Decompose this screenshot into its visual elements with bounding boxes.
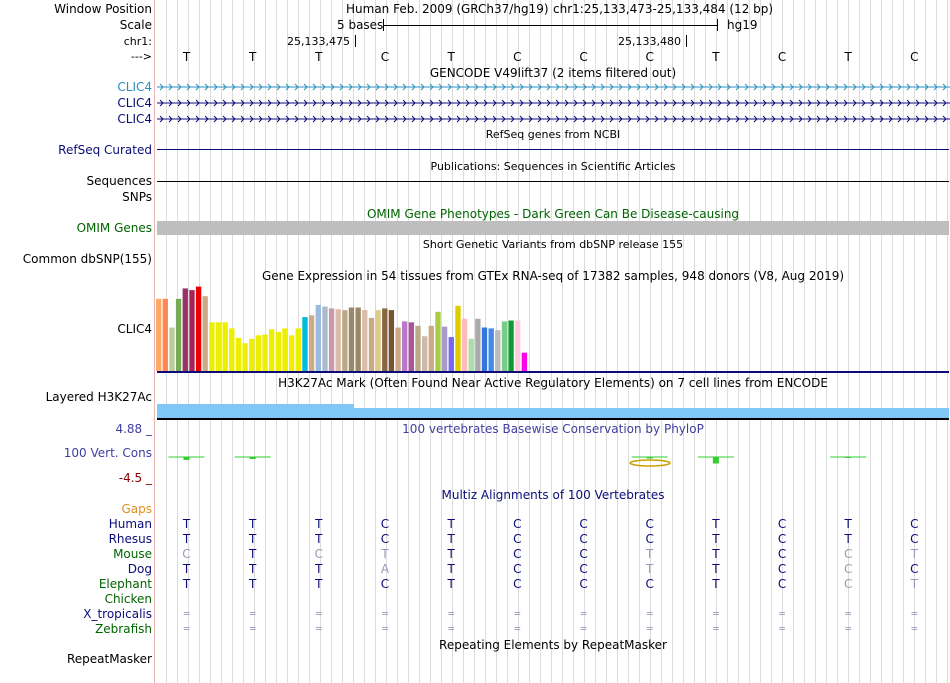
aligned-base: =	[514, 607, 521, 620]
gtex-tissue-bar[interactable]	[455, 306, 460, 371]
gtex-tissue-bar[interactable]	[156, 299, 161, 371]
scale-bar-end-tick	[717, 19, 718, 31]
reference-base: C	[380, 50, 390, 64]
gtex-tissue-bar[interactable]	[329, 308, 334, 371]
aligned-base: T	[182, 532, 191, 546]
omim-track-title: OMIM Gene Phenotypes - Dark Green Can Be Disease-causing	[366, 207, 740, 221]
aligned-base: =	[778, 622, 786, 635]
omim-phenotype-bar[interactable]	[157, 221, 949, 235]
aligned-base: T	[248, 577, 257, 591]
gaps-label[interactable]: Gaps	[121, 502, 152, 516]
gtex-tissue-bar[interactable]	[495, 330, 500, 371]
dbsnp-label[interactable]: Common dbSNP(155)	[22, 252, 152, 266]
reference-base: T	[712, 50, 720, 64]
gtex-tissue-bar[interactable]	[369, 318, 374, 371]
reference-base: T	[447, 50, 455, 64]
h3k27ac-signal-right[interactable]	[354, 408, 949, 418]
aligned-base: C	[513, 562, 522, 576]
gtex-tissue-bar[interactable]	[322, 307, 327, 371]
aligned-base: =	[514, 622, 521, 635]
species-label[interactable]: Rhesus	[108, 532, 152, 546]
aligned-base: T	[315, 517, 323, 531]
species-label[interactable]: Chicken	[104, 592, 152, 606]
aligned-base: C	[645, 577, 654, 591]
aligned-base: C	[645, 532, 654, 546]
refseq-track-title: RefSeq genes from NCBI	[485, 128, 621, 141]
gtex-tissue-bar[interactable]	[309, 315, 314, 371]
coord-left-tick	[355, 35, 356, 47]
gtex-tissue-bar[interactable]	[435, 312, 440, 371]
aligned-base: C	[777, 547, 787, 561]
gtex-track-title: Gene Expression in 54 tissues from GTEx RNA-seq of 17382 samples, 948 donors (V8, Aug 2019)	[261, 269, 845, 283]
gtex-tissue-bar[interactable]	[183, 288, 188, 371]
aligned-base: =	[249, 607, 256, 620]
aligned-base: C	[380, 532, 390, 546]
refseq-gene-line[interactable]	[157, 149, 949, 150]
db-name: hg19	[727, 18, 758, 32]
gtex-tissue-bar[interactable]	[475, 319, 480, 371]
aligned-base: T	[646, 547, 654, 561]
gtex-tissue-bar[interactable]	[163, 299, 168, 371]
coord-left: 25,133,475	[287, 35, 350, 48]
aligned-base: =	[315, 622, 323, 635]
aligned-base: =	[646, 622, 653, 635]
h3k27ac-label[interactable]: Layered H3K27Ac	[45, 390, 152, 404]
gtex-tissue-bar[interactable]	[429, 326, 434, 371]
snps-label[interactable]: SNPs	[122, 190, 152, 204]
aligned-base: C	[579, 547, 588, 561]
aligned-base: T	[447, 577, 455, 591]
publications-track-title: Publications: Sequences in Scientific Articles	[430, 160, 676, 173]
gtex-tissue-bar[interactable]	[302, 317, 307, 371]
chrom-label: chr1:	[123, 35, 152, 48]
reference-base: T	[182, 50, 191, 64]
gtex-tissue-bar[interactable]	[296, 328, 301, 371]
window-position-label: Window Position	[54, 2, 152, 16]
aligned-base: T	[182, 517, 191, 531]
gtex-tissue-bar[interactable]	[422, 336, 427, 371]
gtex-tissue-bar[interactable]	[249, 339, 254, 371]
aligned-base: T	[248, 532, 257, 546]
aligned-base: C	[910, 517, 919, 531]
aligned-base: T	[712, 547, 720, 561]
gtex-tissue-bar[interactable]	[502, 321, 507, 371]
aligned-base: C	[843, 577, 853, 591]
position-readout: chr1:25,133,473-25,133,484 (12 bp)	[553, 2, 774, 16]
aligned-base: T	[712, 577, 720, 591]
gtex-tissue-bar[interactable]	[269, 329, 274, 371]
aligned-base: C	[843, 562, 853, 576]
aligned-base: =	[447, 607, 455, 620]
aligned-base: =	[844, 607, 852, 620]
cons-score-bar[interactable]	[184, 457, 190, 460]
gencode-gene-models[interactable]	[156, 80, 950, 126]
gtex-tissue-bar[interactable]	[316, 305, 321, 371]
omim-label[interactable]: OMIM Genes	[76, 221, 152, 235]
aligned-base: T	[712, 562, 720, 576]
aligned-base: T	[447, 517, 455, 531]
aligned-base: C	[513, 547, 522, 561]
gtex-tissue-bar[interactable]	[442, 327, 447, 371]
h3k27ac-baseline	[157, 418, 949, 420]
gtex-tissue-bar[interactable]	[375, 310, 380, 371]
cons-score-bar[interactable]	[713, 457, 719, 464]
aligned-base: T	[712, 532, 720, 546]
aligned-base: =	[315, 607, 323, 620]
gtex-tissue-bar[interactable]	[196, 287, 201, 371]
aligned-base: C	[645, 517, 654, 531]
gtex-tissue-bar[interactable]	[449, 337, 454, 371]
gtex-gene-label[interactable]: CLIC4	[117, 322, 152, 336]
aligned-base: T	[844, 517, 852, 531]
aligned-base: =	[646, 607, 653, 620]
cons-score-bar[interactable]	[250, 457, 256, 459]
aligned-base: =	[911, 607, 918, 620]
aligned-base: C	[910, 532, 919, 546]
species-label[interactable]: X_tropicalis	[83, 607, 152, 621]
publications-line[interactable]	[157, 181, 949, 182]
aligned-base: =	[844, 622, 852, 635]
gtex-tissue-bar[interactable]	[469, 339, 474, 371]
reference-base: C	[513, 50, 522, 64]
cons-score-bar[interactable]	[845, 457, 851, 458]
aligned-base: C	[380, 517, 390, 531]
gtex-tissue-bar[interactable]	[389, 310, 394, 371]
aligned-base: T	[248, 562, 257, 576]
h3k27ac-signal-left[interactable]	[157, 404, 354, 418]
aligned-base: =	[911, 622, 918, 635]
gtex-tissue-bar[interactable]	[356, 308, 361, 372]
reference-base: C	[645, 50, 654, 64]
gtex-tissue-bar[interactable]	[176, 299, 181, 371]
cons-insertion-marker	[630, 460, 670, 466]
reference-base: T	[844, 50, 852, 64]
gtex-tissue-bar[interactable]	[336, 309, 341, 371]
aligned-base: T	[910, 577, 919, 591]
aligned-base: C	[777, 562, 787, 576]
repeatmasker-label[interactable]: RepeatMasker	[66, 652, 152, 666]
reference-base: C	[910, 50, 919, 64]
aligned-base: =	[712, 607, 720, 620]
aligned-base: T	[447, 562, 455, 576]
gtex-tissue-bar[interactable]	[189, 290, 194, 371]
aligned-base: T	[182, 577, 191, 591]
strand-label: --->	[130, 50, 152, 63]
aligned-base: C	[777, 532, 787, 546]
gtex-tissue-bar[interactable]	[489, 328, 494, 371]
refseq-label[interactable]: RefSeq Curated	[58, 143, 152, 157]
aligned-base: =	[183, 622, 190, 635]
aligned-base: C	[513, 532, 522, 546]
gtex-tissue-bar[interactable]	[203, 296, 208, 371]
aligned-base: A	[380, 562, 390, 576]
gtex-tissue-bar[interactable]	[462, 319, 467, 371]
gtex-tissue-bar[interactable]	[276, 332, 281, 371]
gtex-tissue-bar[interactable]	[242, 343, 247, 371]
gtex-tissue-bar[interactable]	[169, 328, 174, 372]
gencode-item-label[interactable]: CLIC4	[117, 112, 152, 126]
species-label[interactable]: Zebrafish	[95, 622, 152, 636]
aligned-base: T	[844, 532, 852, 546]
gtex-tissue-bar[interactable]	[402, 321, 407, 371]
aligned-base: C	[513, 577, 522, 591]
cons-phylop-plot[interactable]	[156, 436, 950, 480]
aligned-base: =	[447, 622, 455, 635]
scale-text: 5 bases	[337, 18, 384, 32]
aligned-base: =	[580, 607, 587, 620]
aligned-base: C	[380, 577, 390, 591]
gtex-expression-chart[interactable]	[156, 284, 536, 372]
gtex-tissue-bar[interactable]	[522, 353, 527, 371]
gtex-tissue-bar[interactable]	[223, 322, 228, 371]
aligned-base: T	[315, 577, 323, 591]
gtex-tissue-bar[interactable]	[342, 310, 347, 371]
gtex-tissue-bar[interactable]	[262, 335, 267, 372]
aligned-base: C	[777, 517, 787, 531]
gtex-tissue-bar[interactable]	[282, 328, 287, 371]
gencode-item-label[interactable]: CLIC4	[117, 80, 152, 94]
aligned-base: T	[447, 532, 455, 546]
label-column-separator	[154, 0, 155, 683]
species-label[interactable]: Human	[108, 517, 152, 531]
h3k27ac-track-title: H3K27Ac Mark (Often Found Near Active Regulatory Elements) on 7 cell lines from ENCODE	[278, 376, 828, 390]
coord-right: 25,133,480	[618, 35, 681, 48]
cons-ymin: -4.5 _	[118, 471, 152, 485]
aligned-base: C	[579, 577, 588, 591]
gtex-tissue-bar[interactable]	[216, 322, 221, 371]
species-label[interactable]: Dog	[127, 562, 152, 576]
aligned-base: =	[381, 607, 389, 620]
gtex-tissue-bar[interactable]	[482, 328, 487, 372]
aligned-base: T	[447, 547, 455, 561]
gencode-track-title: GENCODE V49lift37 (2 items filtered out)	[429, 66, 677, 80]
assembly-name: Human Feb. 2009 (GRCh37/hg19)	[346, 2, 549, 16]
gtex-tissue-bar[interactable]	[382, 308, 387, 371]
aligned-base: T	[315, 562, 323, 576]
aligned-base: C	[314, 547, 324, 561]
aligned-base: =	[381, 622, 389, 635]
publications-label[interactable]: Sequences	[86, 174, 152, 188]
aligned-base: =	[712, 622, 720, 635]
aligned-base: T	[646, 562, 654, 576]
cons-label[interactable]: 100 Vert. Cons	[63, 446, 152, 460]
cons-ymax: 4.88 _	[115, 422, 152, 436]
scale-label: Scale	[119, 18, 152, 32]
gtex-tissue-bar[interactable]	[508, 321, 513, 372]
aligned-base: T	[910, 547, 919, 561]
dbsnp-track-title: Short Genetic Variants from dbSNP release 155	[422, 238, 684, 251]
gtex-tissue-bar[interactable]	[395, 328, 400, 372]
gencode-item-label[interactable]: CLIC4	[117, 96, 152, 110]
aligned-base: C	[910, 562, 919, 576]
aligned-base: T	[248, 547, 257, 561]
aligned-base: C	[843, 547, 853, 561]
reference-base: C	[777, 50, 787, 64]
reference-base: T	[315, 50, 323, 64]
aligned-base: =	[580, 622, 587, 635]
aligned-base: C	[579, 517, 588, 531]
aligned-base: C	[182, 547, 191, 561]
gtex-tissue-bar[interactable]	[362, 310, 367, 371]
gtex-tissue-bar[interactable]	[409, 322, 414, 371]
aligned-base: T	[315, 532, 323, 546]
gtex-tissue-bar[interactable]	[236, 338, 241, 371]
cons-score-bar[interactable]	[647, 457, 653, 459]
gtex-tissue-bar[interactable]	[229, 328, 234, 371]
gtex-tissue-bar[interactable]	[289, 335, 294, 371]
species-label[interactable]: Mouse	[113, 547, 152, 561]
coord-right-tick	[686, 35, 687, 47]
gtex-tissue-bar[interactable]	[415, 326, 420, 371]
aligned-base: T	[182, 562, 191, 576]
aligned-base: =	[249, 622, 256, 635]
reference-base: C	[579, 50, 588, 64]
aligned-base: T	[712, 517, 720, 531]
aligned-base: C	[579, 532, 588, 546]
aligned-base: C	[513, 517, 522, 531]
aligned-base: C	[579, 562, 588, 576]
species-label[interactable]: Elephant	[98, 577, 152, 591]
aligned-base: C	[777, 577, 787, 591]
gtex-tissue-bar[interactable]	[349, 308, 354, 372]
gtex-baseline	[157, 371, 949, 373]
gtex-tissue-bar[interactable]	[209, 322, 214, 371]
reference-base: T	[248, 50, 257, 64]
aligned-base: =	[183, 607, 190, 620]
aligned-base: =	[778, 607, 786, 620]
aligned-base: T	[381, 547, 389, 561]
gtex-tissue-bar[interactable]	[256, 335, 261, 371]
aligned-base: T	[248, 517, 257, 531]
multiz-track-title: Multiz Alignments of 100 Vertebrates	[441, 488, 665, 502]
repeatmasker-track-title: Repeating Elements by RepeatMasker	[439, 638, 667, 652]
cons-track-title: 100 vertebrates Basewise Conservation by PhyloP	[402, 422, 704, 436]
scale-bar	[383, 25, 718, 26]
gtex-tissue-bar[interactable]	[515, 321, 520, 372]
